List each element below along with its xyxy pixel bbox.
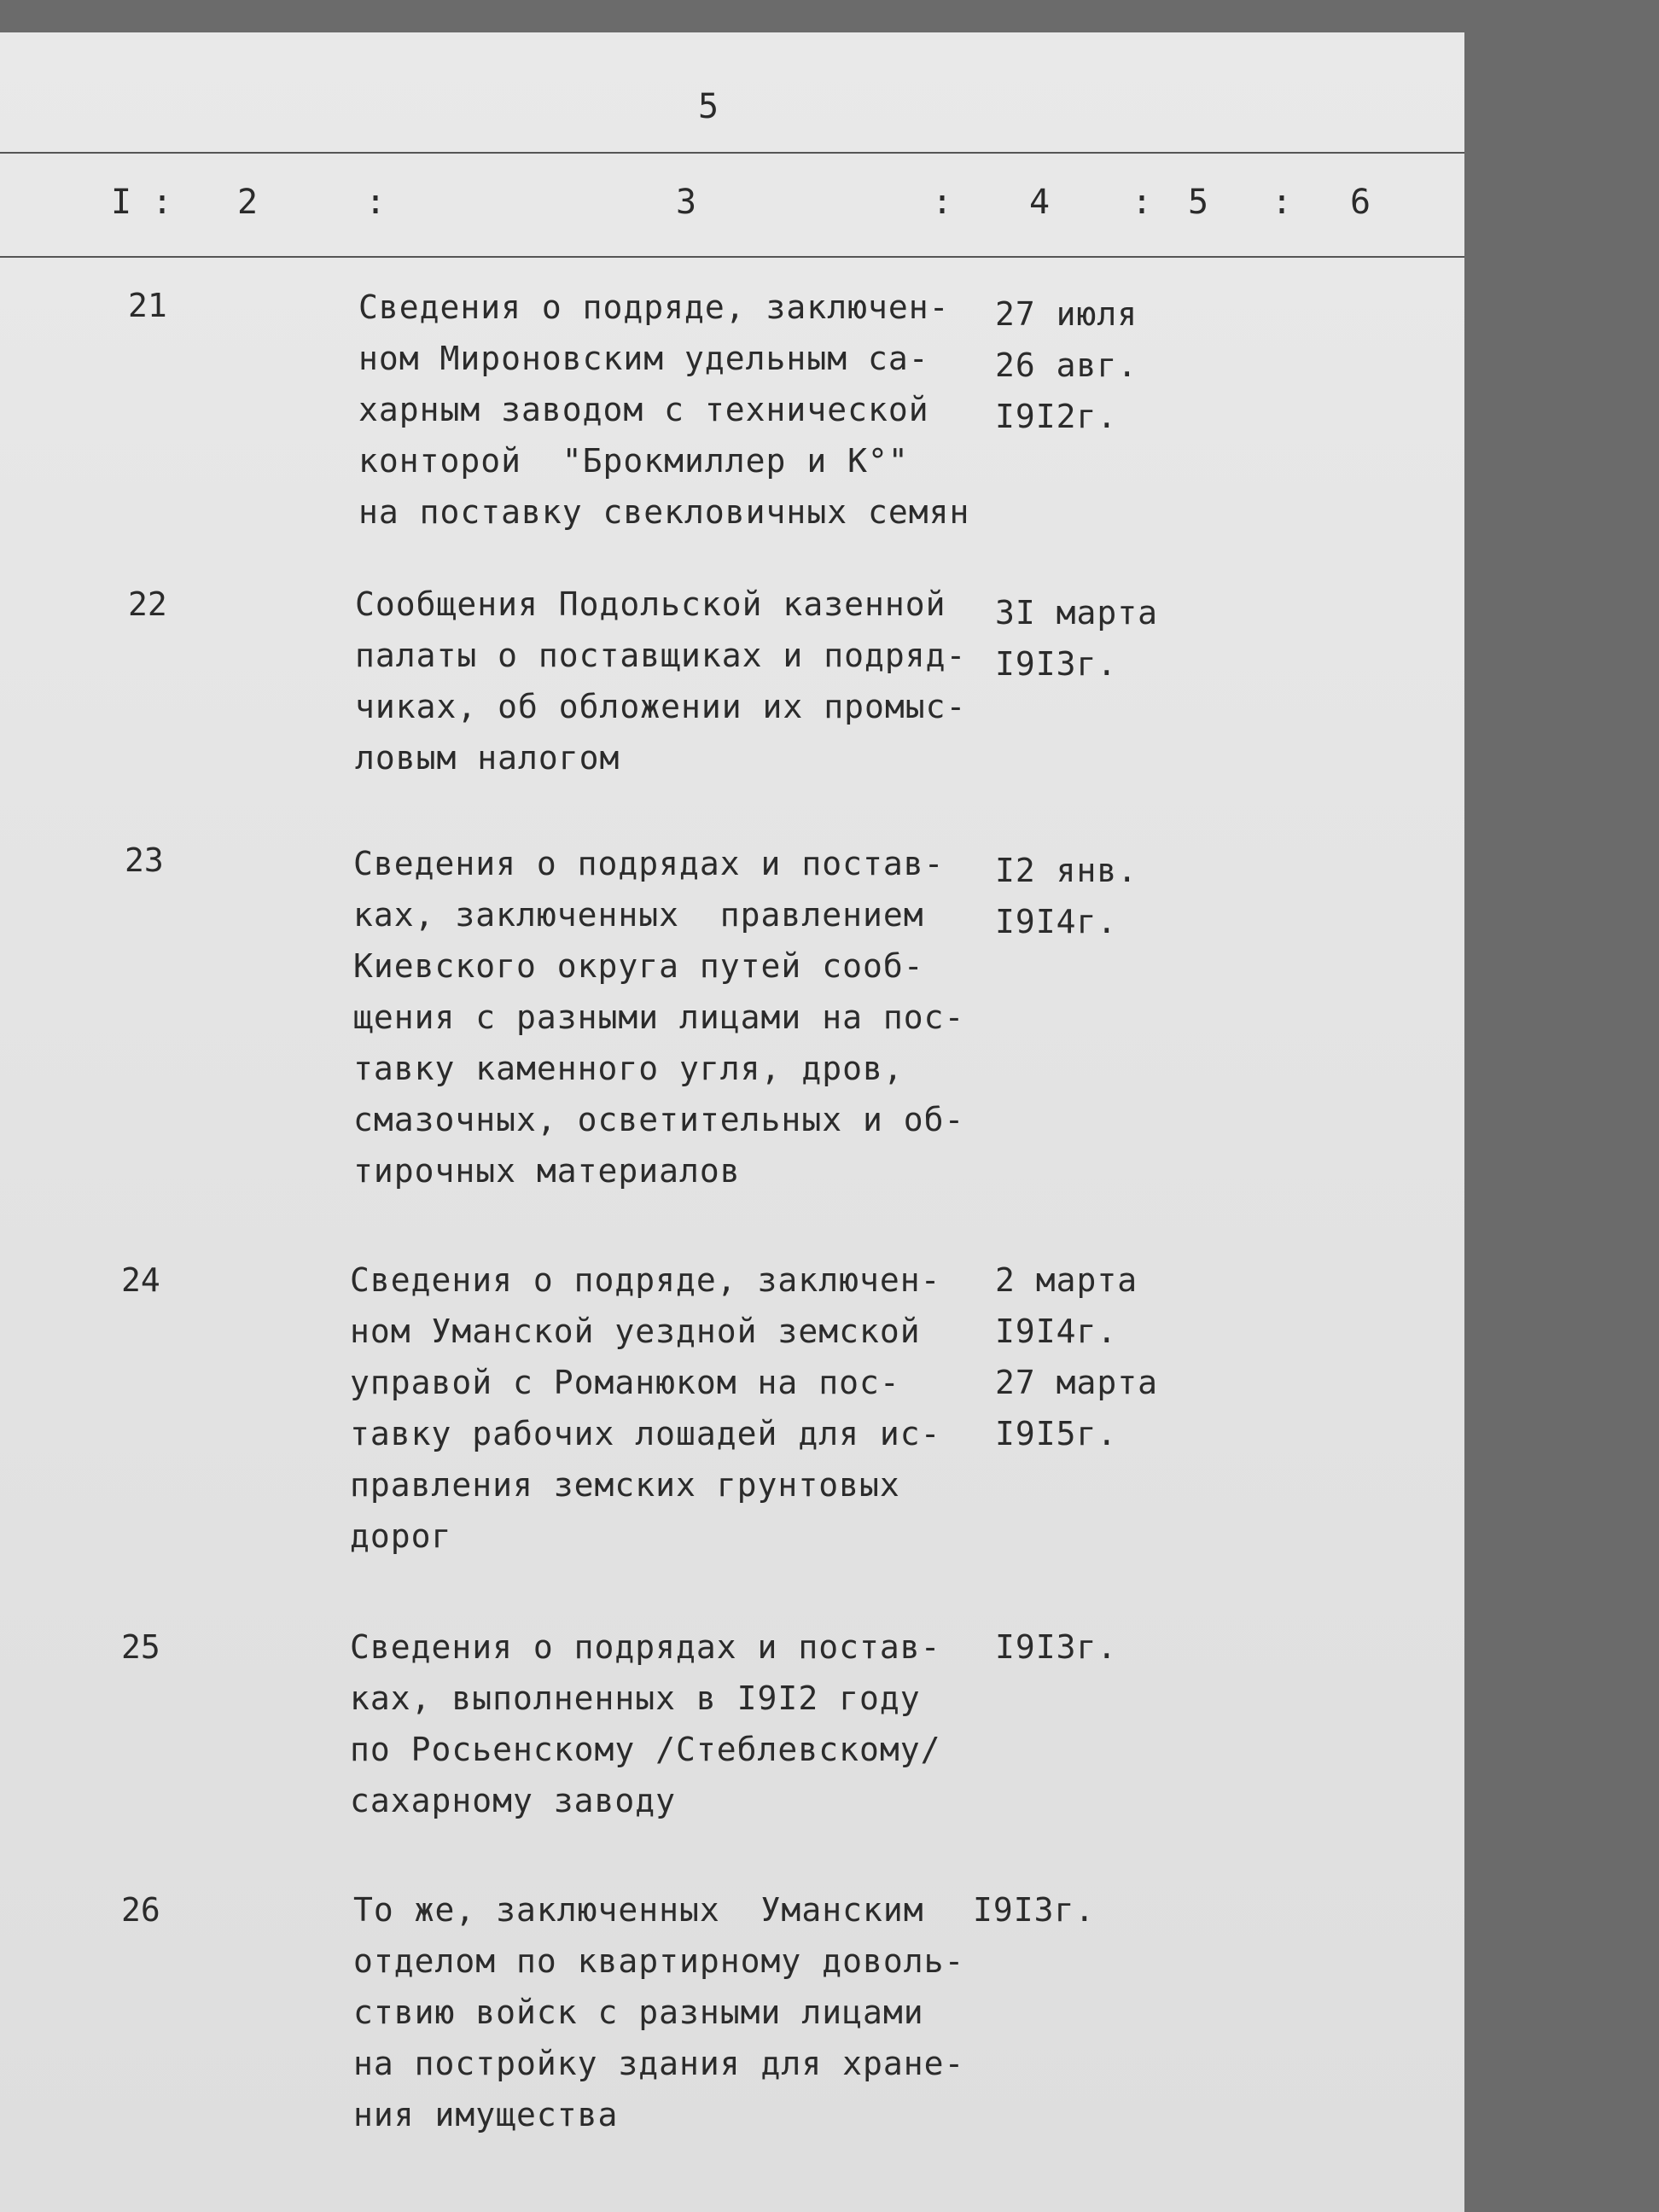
entry-date: I2 янв. I9I4г.	[995, 852, 1138, 940]
column-header-4: 4	[1029, 183, 1052, 222]
entry-description: Сведения о подряде, заключен- ном Мироновским удельным са- харным заводом с технической конторой "Брокмиллер и К°" на поставку свекловичных семян	[358, 288, 970, 531]
entry-date: I9I3г.	[973, 1891, 1096, 1929]
entry-description: Сведения о подрядах и постав- ках, выполненных в I9I2 году по Росьенскому /Стеблевскому/ сахарному заводу	[350, 1628, 941, 1819]
column-separator: :	[365, 183, 387, 222]
entry-number: 23	[125, 841, 164, 879]
entry-description: Сведения о подряде, заключен- ном Уманской уездной земской управой с Романюком на пос- тавку рабочих лошадей для ис- правления земских грунтовых дорог	[350, 1261, 941, 1555]
column-header-5: 5	[1188, 183, 1211, 222]
column-header-3: 3	[676, 183, 699, 222]
table-header-bottom-rule	[0, 256, 1464, 258]
column-separator: :	[1132, 183, 1153, 222]
entry-date: 3I марта I9I3г.	[995, 594, 1159, 683]
entry-number: 22	[128, 585, 167, 623]
page-number: 5	[698, 87, 719, 126]
entry-number: 21	[128, 287, 167, 324]
table-header-top-rule	[0, 152, 1464, 154]
entry-date: 27 июля 26 авг. I9I2г.	[995, 295, 1138, 435]
column-separator: :	[932, 183, 953, 222]
entry-number: 25	[121, 1628, 160, 1666]
column-header-1: I	[111, 183, 134, 222]
document-page	[0, 32, 1464, 2212]
entry-description: Сведения о подрядах и постав- ках, заключенных правлением Киевского округа путей сооб- щения с разными лицами на пос- тавку каменного угля, дров, смазочных, осветительных и об- тирочных материалов	[353, 845, 965, 1190]
entry-description: Сообщения Подольской казенной палаты о поставщиках и подряд- чиках, об обложении их промыс- ловым налогом	[355, 585, 967, 777]
entry-date: I9I3г.	[995, 1628, 1118, 1666]
column-separator: :	[152, 183, 173, 222]
entry-date: 2 марта I9I4г. 27 марта I9I5г.	[995, 1261, 1159, 1452]
column-header-6: 6	[1350, 183, 1373, 222]
entry-description: То же, заключенных Уманским отделом по квартирному доволь- ствию войск с разными лицами на постройку здания для хране- ния имущества	[353, 1891, 965, 2133]
entry-number: 26	[121, 1891, 160, 1929]
entry-number: 24	[121, 1261, 160, 1299]
column-separator: :	[1272, 183, 1293, 222]
column-header-2: 2	[237, 183, 260, 222]
